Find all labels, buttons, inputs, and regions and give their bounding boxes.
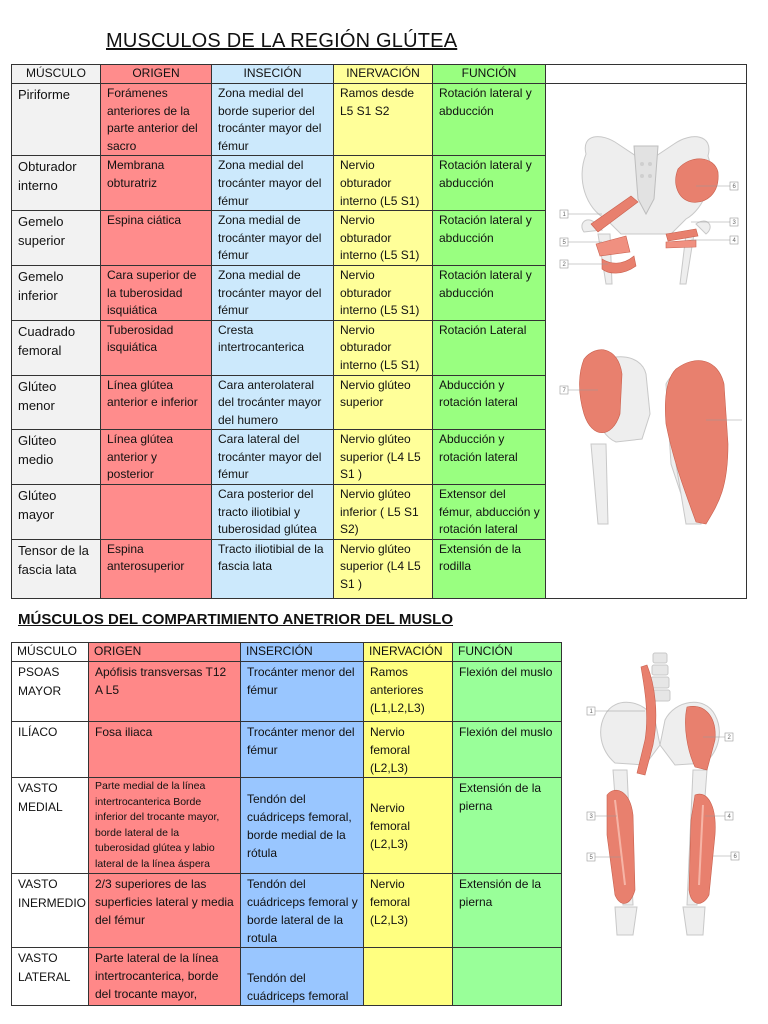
origin-cell: Parte medial de la línea intertrocanterica Borde inferior del trocante mayor, borde lateral de la tuberosidad glútea y labio lateral de la línea áspera: [89, 778, 241, 874]
muscle-cell: Tensor de la fascia lata: [12, 539, 101, 598]
figure1-label: 6: [732, 184, 736, 190]
insertion-cell: Cara posterior del tracto iliotibial y tuberosidad glútea: [212, 485, 334, 540]
section2-title: MÚSCULOS DEL COMPARTIMIENTO ANETRIOR DEL MUSLO: [18, 611, 454, 628]
muscle-cell: VASTO INERMEDIO: [12, 874, 89, 948]
header-function: FUNCIÓN: [453, 643, 562, 662]
origin-cell: Cara superior de la tuberosidad isquiática: [101, 265, 212, 320]
innervation-cell: Nervio femoral (L2,L3): [364, 874, 453, 948]
figure1-label: 3: [732, 220, 736, 226]
table-row: [12, 948, 562, 1006]
innervation-cell: Nervio obturador interno (L5 S1): [334, 320, 433, 375]
header-muscle: MÚSCULO: [12, 643, 89, 662]
figure1-label: 2: [562, 262, 566, 268]
innervation-cell: Nervio obturador interno (L5 S1): [334, 211, 433, 266]
origin-cell: Fosa iliaca: [89, 722, 241, 778]
function-cell: Extensión de la rodilla: [433, 539, 546, 598]
muscle-cell: ILÍACO: [12, 722, 89, 778]
header-origin: ORIGEN: [89, 643, 241, 662]
function-cell: Rotación lateral y abducción: [433, 84, 546, 156]
innervation-cell: Nervio obturador interno (L5 S1): [334, 265, 433, 320]
figure3-label: 6: [733, 854, 737, 860]
header-innervation: INERVACIÓN: [364, 643, 453, 662]
innervation-cell: Nervio glúteo inferior ( L5 S1 S2): [334, 485, 433, 540]
insertion-cell: Cara lateral del trocánter mayor del fémur: [212, 430, 334, 485]
innervation-cell: Nervio femoral (L2,L3): [364, 778, 453, 874]
insertion-cell: Trocánter menor del fémur: [241, 662, 364, 722]
function-cell: Rotación lateral y abducción: [433, 211, 546, 266]
anatomy-figure-cell: [546, 84, 747, 599]
function-cell: Extensión de la pierna: [453, 778, 562, 874]
figure3-label: 1: [589, 709, 593, 715]
origin-cell: Línea glútea anterior e inferior: [101, 375, 212, 430]
section1-title: MUSCULOS DE LA REGIÓN GLÚTEA: [106, 30, 458, 52]
origin-cell: [101, 485, 212, 540]
innervation-cell: Nervio glúteo superior (L4 L5 S1 ): [334, 430, 433, 485]
origin-cell: Parte lateral de la línea intertrocanterica, borde del trocante mayor,: [89, 948, 241, 1006]
figure2-label: 7: [562, 388, 566, 394]
function-cell: Rotación Lateral: [433, 320, 546, 375]
innervation-cell: Ramos desde L5 S1 S2: [334, 84, 433, 156]
innervation-cell: Nervio glúteo superior (L4 L5 S1 ): [334, 539, 433, 598]
insertion-cell: Zona medial de trocánter mayor del fémur: [212, 211, 334, 266]
header-function: FUNCIÓN: [433, 65, 546, 84]
muscle-cell: Piriforme: [12, 84, 101, 156]
function-cell: Flexión del muslo: [453, 722, 562, 778]
muscle-cell: Glúteo mayor: [12, 485, 101, 540]
header-insertion: INSECIÓN: [212, 65, 334, 84]
table-header-row: [12, 643, 562, 662]
insertion-cell: Cresta intertrocanterica: [212, 320, 334, 375]
gluteal-anatomy-illustration: [546, 84, 747, 579]
thigh-anterior-muscles-table: [11, 642, 562, 1006]
origin-cell: Línea glútea anterior y posterior: [101, 430, 212, 485]
header-blank: [546, 65, 747, 84]
function-cell: Extensor del fémur, abducción y rotación lateral: [433, 485, 546, 540]
origin-cell: Espina anterosuperior: [101, 539, 212, 598]
insertion-cell: Cara anterolateral del trocánter mayor del humero: [212, 375, 334, 430]
origin-cell: Apófisis transversas T12 A L5: [89, 662, 241, 722]
figure3-label: 2: [727, 735, 731, 741]
function-cell: Flexión del muslo: [453, 662, 562, 722]
insertion-cell: Zona medial de trocánter mayor del fémur: [212, 265, 334, 320]
table-row: [12, 662, 562, 722]
innervation-cell: [364, 948, 453, 1006]
function-cell: [453, 948, 562, 1006]
insertion-cell: Trocánter menor del fémur: [241, 722, 364, 778]
muscle-cell: PSOAS MAYOR: [12, 662, 89, 722]
insertion-cell: Tendón del cuádriceps femoral y borde lateral de la rotula: [241, 874, 364, 948]
header-muscle: MÚSCULO: [12, 65, 101, 84]
origin-cell: Tuberosidad isquiática: [101, 320, 212, 375]
table-header-row: [12, 65, 747, 84]
muscle-cell: VASTO MEDIAL: [12, 778, 89, 874]
table-row: [12, 84, 747, 156]
origin-cell: 2/3 superiores de las superficies lateral y media del fémur: [89, 874, 241, 948]
header-innervation: INERVACIÓN: [334, 65, 433, 84]
insertion-cell: Zona medial del borde superior del trocánter mayor del fémur: [212, 84, 334, 156]
origin-cell: Membrana obturatriz: [101, 156, 212, 211]
header-insertion: INSERCIÓN: [241, 643, 364, 662]
thigh-anatomy-illustration: [575, 645, 750, 945]
function-cell: Abducción y rotación lateral: [433, 430, 546, 485]
muscle-cell: Gemelo superior: [12, 211, 101, 266]
header-origin: ORIGEN: [101, 65, 212, 84]
function-cell: Abducción y rotación lateral: [433, 375, 546, 430]
gluteal-muscles-table: [11, 64, 747, 599]
table-row: [12, 778, 562, 874]
insertion-cell: Tendón del cuádriceps femoral: [241, 948, 364, 1006]
figure1-label: 1: [562, 212, 566, 218]
figure1-label: 4: [732, 238, 736, 244]
innervation-cell: Nervio obturador interno (L5 S1): [334, 156, 433, 211]
table-row: [12, 722, 562, 778]
table-row: [12, 874, 562, 948]
muscle-cell: Glúteo medio: [12, 430, 101, 485]
function-cell: Rotación lateral y abducción: [433, 265, 546, 320]
gluteus-figure: [560, 350, 742, 524]
function-cell: Extensión de la pierna: [453, 874, 562, 948]
function-cell: Rotación lateral y abducción: [433, 156, 546, 211]
insertion-cell: Zona medial del trocánter mayor del fémur: [212, 156, 334, 211]
insertion-cell: Tendón del cuádriceps femoral, borde medial de la rótula: [241, 778, 364, 874]
figure3-label: 4: [727, 814, 731, 820]
origin-cell: Forámenes anteriores de la parte anterior del sacro: [101, 84, 212, 156]
insertion-cell: Tracto iliotibial de la fascia lata: [212, 539, 334, 598]
innervation-cell: Nervio glúteo superior: [334, 375, 433, 430]
pelvis-posterior-figure: [560, 137, 738, 284]
muscle-cell: Cuadrado femoral: [12, 320, 101, 375]
innervation-cell: Ramos anteriores (L1,L2,L3): [364, 662, 453, 722]
muscle-cell: Gemelo inferior: [12, 265, 101, 320]
figure1-label: 5: [562, 240, 566, 246]
muscle-cell: VASTO LATERAL: [12, 948, 89, 1006]
origin-cell: Espina ciática: [101, 211, 212, 266]
muscle-cell: Obturador interno: [12, 156, 101, 211]
figure3-label: 3: [589, 814, 593, 820]
figure3-label: 5: [589, 855, 593, 861]
innervation-cell: Nervio femoral (L2,L3): [364, 722, 453, 778]
muscle-cell: Glúteo menor: [12, 375, 101, 430]
